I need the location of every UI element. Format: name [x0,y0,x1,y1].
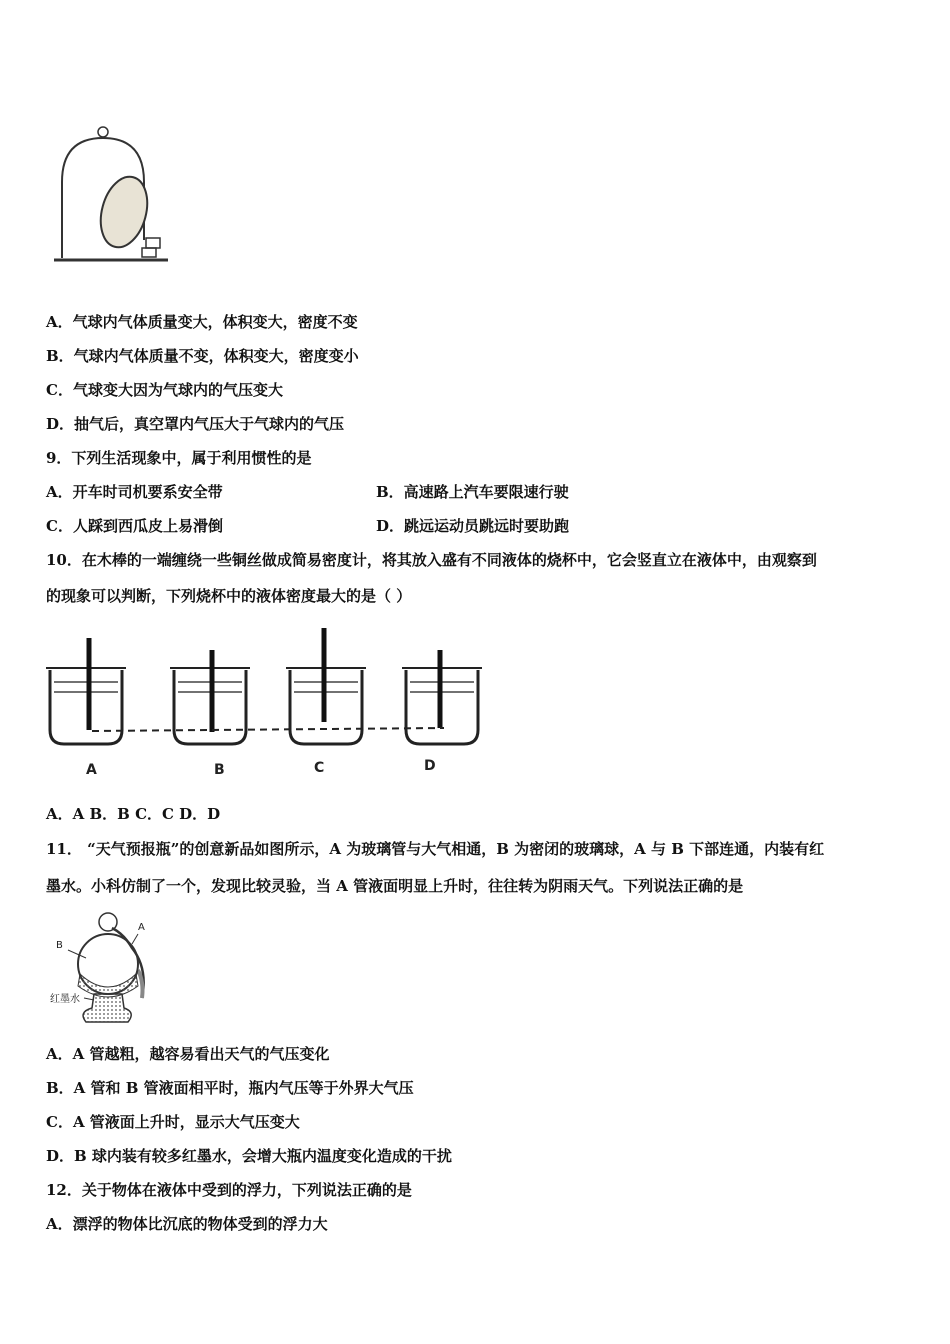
q9-option-c: C．人踩到西瓜皮上易滑倒 [46,517,223,535]
q9-option-d: D．跳远运动员跳远时要助跑 [376,517,570,535]
beaker-label-c: C [314,760,325,776]
beaker-d [402,650,482,744]
q9-option-a: A．开车时司机要系安全带 [46,483,223,501]
beaker-c [286,628,366,744]
q8-option-a: A．气球内气体质量变大，体积变大，密度不变 [46,313,358,331]
q11-option-c: C．A 管液面上升时，显示大气压变大 [46,1113,300,1131]
weather-bottle-figure [46,908,166,1026]
beakers-figure [44,622,494,782]
q8-option-d: D．抽气后，真空罩内气压大于气球内的气压 [46,415,345,433]
label-red-ink: 红墨水 [50,994,80,1005]
q9-stem: 9．下列生活现象中，属于利用惯性的是 [46,449,312,467]
q12-option-a: A．漂浮的物体比沉底的物体受到的浮力大 [46,1215,328,1233]
beaker-label-b: B [214,762,225,778]
q10-stem-line2: 的现象可以判断，下列烧杯中的液体密度最大的是（ ） [46,587,412,605]
label-a: A [138,922,145,933]
q11-option-b: B．A 管和 B 管液面相平时，瓶内气压等于外界大气压 [46,1079,414,1097]
beaker-a [46,638,126,744]
q10-stem-line1: 10．在木棒的一端缠绕一些铜丝做成简易密度计，将其放入盛有不同液体的烧杯中，它会竖直立在液体中，由观察到 [46,551,817,569]
q10-options: A．A B．B C．C D．D [46,805,221,823]
q11-option-d: D．B 球内装有较多红墨水，会增大瓶内温度变化造成的干扰 [46,1147,452,1165]
bell-jar-figure [48,122,178,267]
q8-option-c: C．气球变大因为气球内的气压变大 [46,381,283,399]
beaker-label-a: A [86,762,97,778]
q11-stem-line2: 墨水。小科仿制了一个，发现比较灵验，当 A 管液面明显上升时，往往转为阴雨天气。下列说法正确的是 [46,877,744,895]
q8-option-b: B．气球内气体质量不变，体积变大，密度变小 [46,347,359,365]
q12-stem: 12．关于物体在液体中受到的浮力，下列说法正确的是 [46,1181,412,1199]
q9-option-b: B．高速路上汽车要限速行驶 [376,483,569,501]
label-b: B [56,940,63,951]
q11-option-a: A．A 管越粗，越容易看出天气的气压变化 [46,1045,330,1063]
beaker-label-d: D [424,758,436,774]
q11-stem-line1: 11． “天气预报瓶”的创意新品如图所示，A 为玻璃管与大气相通，B 为密闭的玻璃球，A 与 B 下部连通，内装有红 [46,840,825,858]
